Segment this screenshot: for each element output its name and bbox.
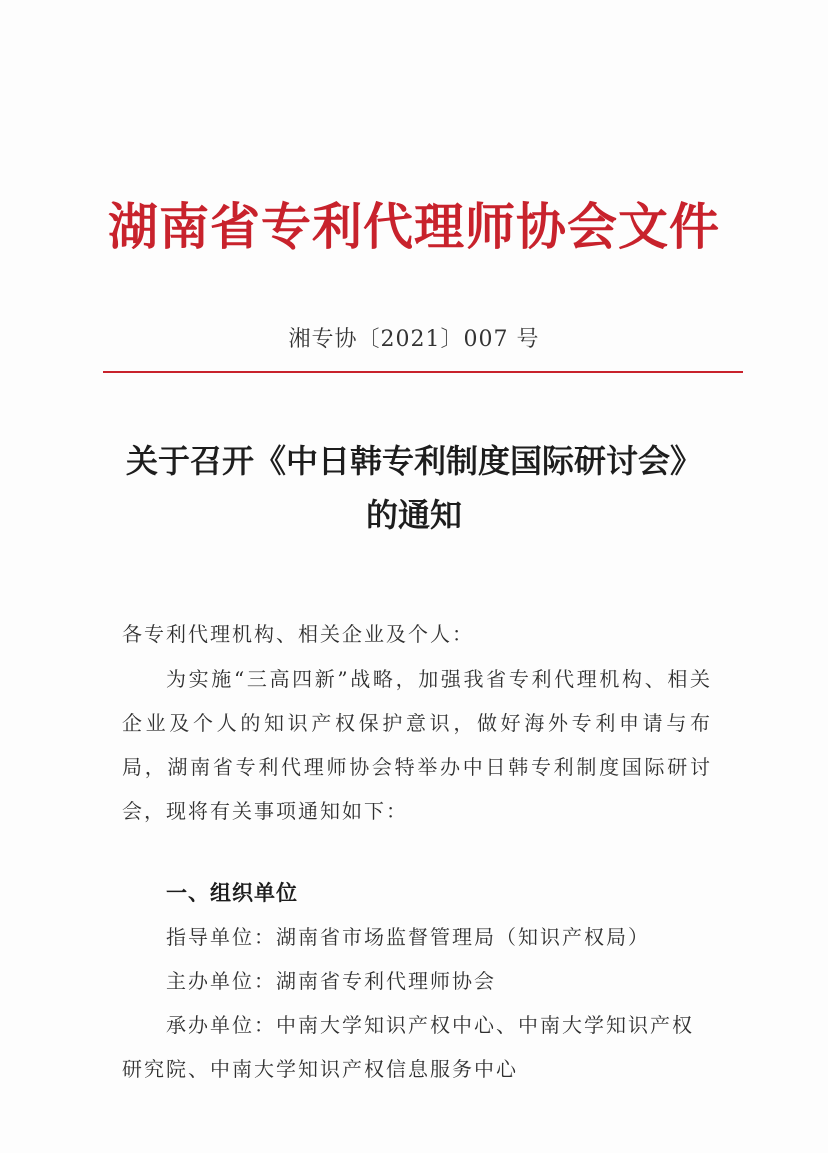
header-divider xyxy=(103,371,743,373)
guidance-unit: 指导单位：湖南省市场监督管理局（知识产权局） xyxy=(166,925,650,949)
document-number: 湘专协〔2021〕007 号 xyxy=(288,327,540,352)
host-unit: 主办单位：湖南省专利代理师协会 xyxy=(166,969,496,993)
organizer-unit: 承办单位：中南大学知识产权中心、中南大学知识产权研究院、中南大学知识产权信息服务中心 xyxy=(122,1013,694,1081)
notice-title-line-2: 的通知 xyxy=(365,496,462,534)
notice-title-line-1: 关于召开《中日韩专利制度国际研讨会》 xyxy=(125,442,702,480)
notice-title xyxy=(0,434,828,542)
section-heading-organizers: 一、组织单位 xyxy=(166,881,298,905)
salutation: 各专利代理机构、相关企业及个人： xyxy=(122,622,474,646)
document-header-title: 湖南省专利代理师协会文件 xyxy=(108,198,720,256)
intro-paragraph: 为实施“三高四新”战略，加强我省专利代理机构、相关企业及个人的知识产权保护意识，做好海外专利申请与布局，湖南省专利代理师协会特举办中日韩专利制度国际研讨会，现将有关事项通知如下： xyxy=(122,667,712,823)
